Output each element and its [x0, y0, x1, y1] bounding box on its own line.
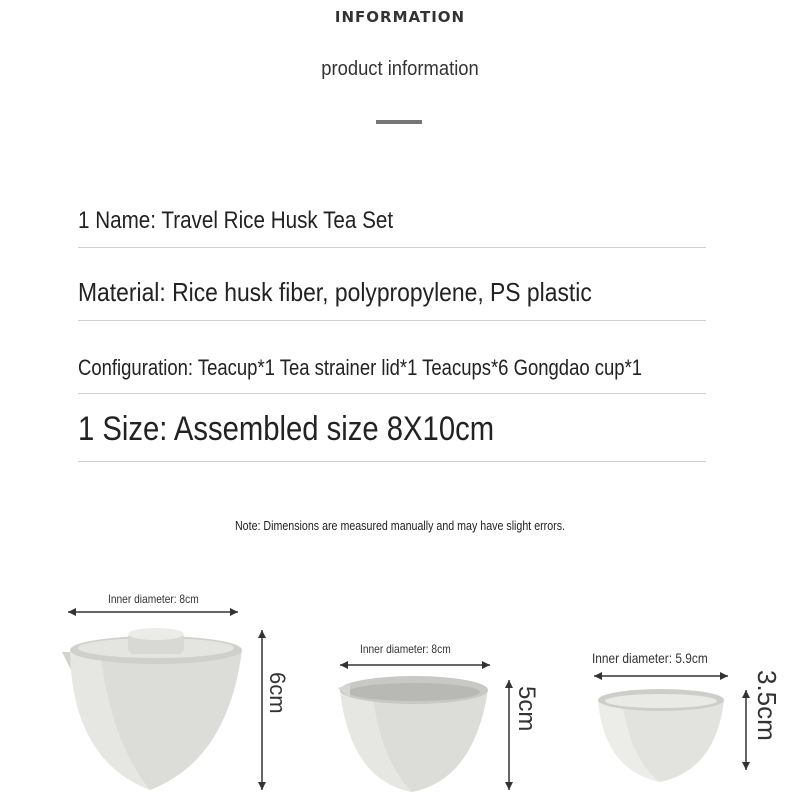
fair-cup-inner-diameter-label: Inner diameter: 8cm: [360, 642, 451, 656]
teacup-width-arrow: [594, 672, 728, 680]
spec-configuration-text: Configuration: Teacup*1 Tea strainer lid*1 Teacups*6 Gongdao cup*1: [78, 355, 643, 380]
teapot-inner-diameter-label: Inner diameter: 8cm: [108, 592, 199, 606]
measurement-note: Note: Dimensions are measured manually and may have slight errors.: [234, 518, 566, 533]
fair-cup-height-label: 5cm: [513, 686, 540, 732]
page-subtitle: product information: [321, 58, 479, 80]
teacup-height-arrow: [742, 690, 750, 770]
teacup-inner-diameter-label: Inner diameter: 5.9cm: [592, 650, 708, 666]
teacup-height-label: 3.5cm: [752, 670, 782, 741]
spec-size-text: 1 Size: Assembled size 8X10cm: [78, 410, 495, 448]
teapot-image: [62, 628, 242, 790]
fair-cup-width-arrow: [340, 661, 490, 669]
page-title: INFORMATION: [334, 8, 466, 26]
spec-name-text: 1 Name: Travel Rice Husk Tea Set: [78, 207, 394, 234]
teapot-height-label: 6cm: [265, 672, 290, 714]
fair-cup-image: [338, 676, 488, 792]
spec-material-text: Material: Rice husk fiber, polypropylene, PS plastic: [78, 277, 592, 307]
teapot-width-arrow: [68, 608, 238, 616]
teacup-image: [598, 689, 724, 782]
